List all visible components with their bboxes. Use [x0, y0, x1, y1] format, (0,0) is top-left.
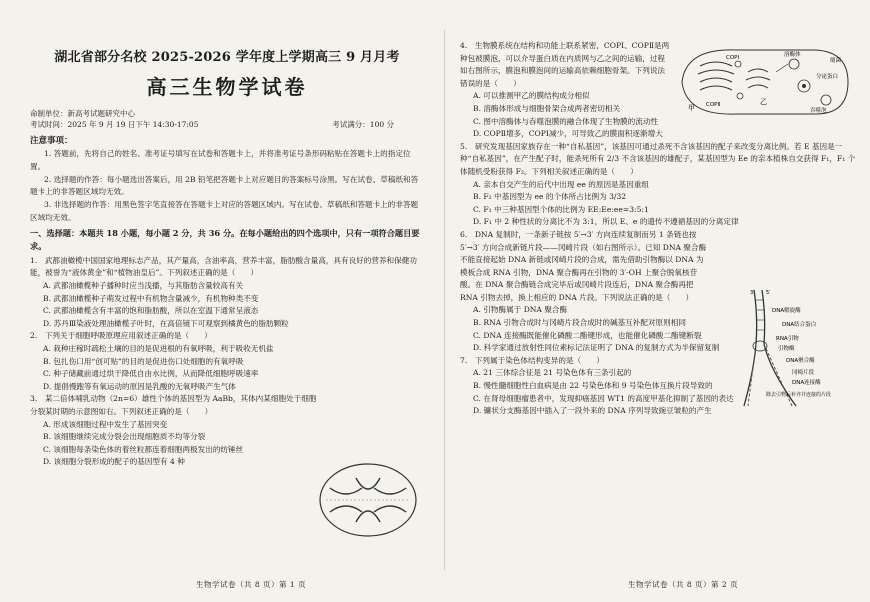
option-d: D. 科学家通过放射性同位素标记法证明了 DNA 的复制方式为半保留复制 — [473, 343, 720, 353]
option-d: D. F₁ 中 2 种性状的分离比不为 3:1，所以 E、e 的遗传不遵循基因的分离定律 — [473, 217, 739, 227]
question-stem: 1. 武都油橄榄中国国家地理标志产品，其产量高，含油率高，营养丰富，脂肪酸含量高，具有良好的营养和保健功能，被誉为“液体黄金”和“植物油皇后”。下列叙述正确的是（ ） — [30, 255, 417, 278]
option-d: D. COPⅡ增多，COPⅠ减少，可导致乙的膜面积逐渐增大 — [473, 129, 663, 139]
question-stem: 7. 下列属于染色体结构变异的是（ ） — [460, 355, 604, 365]
option-c: C. 在肾母细胞瘤患者中，发现抑癌基因 WT1 的高度甲基化抑制了基因的表达 — [473, 393, 734, 403]
fig4-label-secretory: 分泌蛋白 — [816, 74, 839, 80]
option-a: A. 亲本自交产生的后代中出现 ee 的原因是基因重组 — [473, 179, 649, 189]
question-stem: 5. 研究发现基因家族存在一种“自私基因”，该基因可通过杀死不含该基因的配子来改变分离比例。若 E 基因是一种“自私基因”，在产生配子时，能杀死所有 2/3 不含该基因的雄配子，某基因型为 Ee 的亲本植株自交获得 F₁，F₁ 个体随机受粉获得 F₂。下列相关叙述正确的是（ ） — [460, 141, 856, 176]
question-stem: 3. 某二倍体哺乳动物（2n=6）雄性个体的基因型为 AaBb，其体内某细胞处于细胞分裂某时期的示意图如右。下列叙述正确的是（ ） — [30, 394, 317, 416]
fig6-label-okazaki: 冈崎片段 — [792, 370, 815, 376]
note-2: 2. 选择题的作答：每小题选出答案后，用 2B 铅笔把答题卡上对应题目的答案标号涂黑。写在试卷、草稿纸和答题卡上的非答题区域均无效。 — [30, 174, 419, 197]
fig6-label-primase: 引物酶 — [778, 346, 795, 352]
question-stem: 4. 生物膜系统在结构和功能上联系紧密，COPⅠ、COPⅡ是两种包被膜泡，可以介导蛋白质在内质网与乙之间的运输，过程如右图所示，膜泡和膜泡间的运输高依赖细胞骨架。下列说法错误的是（ ） — [460, 41, 670, 88]
fig6-label-helicase: DNA解旋酶 — [772, 308, 801, 314]
option-a: A. 形成该细胞过程中发生了基因突变 — [43, 419, 168, 429]
exam-title: 湖北省部分名校 2025-2026 学年度上学期高三 9 月月考 — [54, 50, 400, 65]
exam-meta-row — [30, 119, 424, 130]
option-d: D. 镰状分支酶基因中插入了一段外来的 DNA 序列导致豌豆皱粒的产生 — [473, 406, 712, 416]
fig4-label-lysosome: 溶酶体 — [784, 52, 801, 58]
option-c: C. 种子储藏前通过烘干降低自由水比例，从而降低细胞呼吸速率 — [43, 369, 259, 379]
exam-unit: 命制单位：新高考试题研究中心 — [30, 109, 135, 118]
fig6-label-binding-protein: DNA结合蛋白 — [782, 322, 817, 328]
exam-time: 考试时间：2025 年 9 月 19 日下午 14:30-17:05 — [30, 120, 199, 129]
fig4-label-copi: COPⅠ — [726, 55, 740, 61]
option-a: A. 武都油橄榄种子播种时应当浅播，与其脂肪含量较高有关 — [43, 280, 244, 290]
option-c: C. 图中溶酶体与吞噬泡膜的融合体现了生物膜的流动性 — [473, 116, 659, 126]
exam-score: 考试满分：100 分 — [332, 120, 394, 129]
option-a: A. 可以推测甲乙的膜结构成分相似 — [473, 91, 590, 101]
option-c: C. 武都油橄榄含有丰富的饱和脂肪酸，所以在室温下通常呈液态 — [43, 306, 259, 316]
option-c: C. DNA 连接酶既能催化磷酸二酯键形成，也能催化磷酸二酯键断裂 — [473, 330, 702, 340]
footer-right: 生物学试卷（共 8 页）第 2 页 — [628, 580, 739, 589]
option-b: B. RNA 引物合成时与冈崎片段合成时的碱基互补配对原则相同 — [473, 318, 686, 328]
fig4-label-jia: 甲 — [688, 104, 695, 112]
question-5 — [460, 141, 860, 229]
footer-left: 生物学试卷（共 8 页）第 1 页 — [196, 580, 307, 589]
question-1 — [30, 255, 424, 331]
option-c: C. 该细胞每条染色体的着丝粒都连着细胞两极发出的纺锤丝 — [43, 444, 244, 454]
question-stem: 6. DNA 复制时，一条新子链按 5′→3′ 方向连续复制而另 1 条链也按 5′→3′ 方向合成新链片段——冈崎片段（如右图所示）。已知 DNA 聚合酶不能直接起始 DNA 新链或冈崎片段的合成，需先借助引物酶以 DNA 为模板合成 RNA 引物，DNA 聚合酶再在引物的 3′-OH 上聚合脱氧核苷酸。在 DNA 聚合酶链合成完毕后或冈崎片段连后，DNA 聚合酶再把 RNA 引物去掉，换上相应的 DNA 片段。下列说法正确的是（ ） — [460, 229, 707, 302]
option-b: B. 包扎伤口用“创可贴”的目的是促进伤口处细胞的有氧呼吸 — [43, 356, 244, 366]
option-a: A. 引物酶属于 DNA 聚合酶 — [473, 305, 568, 315]
option-a: A. 21 三体综合征是 21 号染色体有三条引起的 — [473, 368, 632, 378]
question-3 — [30, 393, 320, 469]
cell-division-figure — [316, 460, 420, 540]
option-b: B. 慢性髓细胞性白血病是由 22 号染色体和 9 号染色体互换片段导致的 — [473, 381, 713, 391]
page-divider — [444, 30, 445, 570]
note-3: 3. 非选择题的作答：用黑色签字笔直接答在答题卡上对应的答题区域内。写在试卷、草稿纸和答题卡上的非答题区域均无效。 — [30, 200, 419, 222]
fig4-label-copii: COPⅡ — [706, 102, 721, 108]
question-stem: 2. 下列关于细胞呼吸原理应用叙述正确的是（ ） — [30, 331, 212, 341]
note-1: 1. 答题前，先将自己的姓名、准考证号填写在试卷和答题卡上，并将准考证号条形码粘贴在答题卡上的指定位置。 — [30, 149, 411, 171]
option-b: B. 武都油橄榄种子萌发过程中有机物含量减少，有机物种类不变 — [43, 293, 259, 303]
fig6-label-3prime-top: 3′ — [750, 290, 755, 296]
option-c: C. F₁ 中三种基因型个体的比例为 EE:Ee:ee=3:5:1 — [473, 204, 649, 214]
fig4-label-phagosome: 吞噬泡 — [810, 108, 827, 114]
option-b: B. F₂ 中基因型为 ee 的个体所占比例为 3/32 — [473, 192, 627, 202]
notes-heading: 注意事项： — [30, 136, 73, 146]
fig6-label-filled-fragment: 除去引物后补齐并连接的片段 — [766, 392, 832, 398]
question-2 — [30, 330, 424, 393]
option-d: D. 提倡慢跑等有氧运动的原因是乳酸的无氧呼吸产生气体 — [43, 381, 236, 391]
fig4-label-yi: 乙 — [760, 98, 767, 106]
option-d: D. 该细胞分裂形成的配子的基因型有 4 种 — [43, 457, 185, 467]
fig6-label-5prime-top: 5′ — [766, 290, 771, 296]
fig6-label-rna-primer: RNA引物 — [776, 336, 799, 342]
option-d: D. 苏丹Ⅲ染液处理油橄榄子叶时，在高倍镜下可观察到橘黄色的脂肪颗粒 — [43, 318, 289, 328]
vesicle-transport-figure — [676, 42, 854, 120]
section-1-heading: 一、选择题：本题共 18 小题，每小题 2 分，共 36 分。在每小题给出的四个选项中，只有一项符合题目要求。 — [30, 227, 420, 251]
subject-title: 高三生物学试卷 — [146, 75, 308, 99]
option-b: B. 溶酶体形成与细胞骨架合成两者密切相关 — [473, 103, 621, 113]
option-b: B. 该细胞继续完成分裂会出现细胞质不均等分裂 — [43, 432, 206, 442]
dna-replication-figure — [736, 286, 856, 410]
fig6-label-polymerase: DNA聚合酶 — [786, 358, 815, 364]
option-a: A. 栽种庄稼时疏松土壤的目的是促进根的有氧呼吸，利于吸收无机盐 — [43, 343, 274, 353]
fig4-label-bacteria: 细菌 — [830, 58, 842, 64]
fig6-label-ligase: DNA连接酶 — [792, 380, 821, 386]
